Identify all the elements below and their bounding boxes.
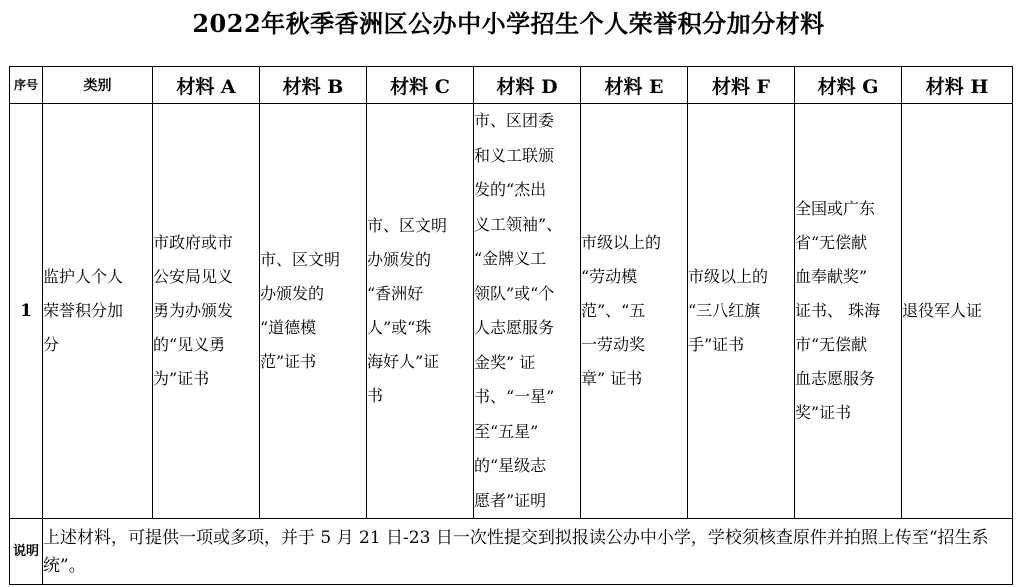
- header-category: 类别: [43, 67, 153, 104]
- cell-material-g: 全国或广东 省“无偿献 血奉献奖” 证书、 珠海 市“无偿献 血志愿服务 奖”证书: [795, 104, 902, 519]
- row-category: 监护人个人 荣誉积分加 分: [43, 104, 153, 519]
- materials-table: [9, 66, 1013, 585]
- header-material-c: 材料 C: [367, 67, 474, 104]
- note-row: [10, 519, 1013, 585]
- header-index: 序号: [10, 67, 43, 104]
- cell-material-d: 市、区团委 和义工联颁 发的“杰出 义工领袖”、 “金牌义工 领队”或“个 人志愿服务 金奖” 证 书、“一星” 至“五星” 的“星级志 愿者”证明: [474, 104, 581, 519]
- cell-material-f: 市级以上的 “三八红旗 手”证书: [688, 104, 795, 519]
- header-material-e: 材料 E: [581, 67, 688, 104]
- cell-material-c: 市、区文明 办颁发的 “香洲好 人”或“珠 海好人”证 书: [367, 104, 474, 519]
- row-index: 1: [10, 104, 43, 519]
- table-row: [10, 104, 1013, 519]
- cell-material-e: 市级以上的 “劳动模 范”、“五 一劳动奖 章” 证书: [581, 104, 688, 519]
- header-material-h: 材料 H: [902, 67, 1013, 104]
- note-label: 说明: [10, 519, 43, 585]
- header-material-g: 材料 G: [795, 67, 902, 104]
- header-material-d: 材料 D: [474, 67, 581, 104]
- table-header-row: [10, 67, 1013, 104]
- header-material-f: 材料 F: [688, 67, 795, 104]
- header-material-a: 材料 A: [153, 67, 260, 104]
- cell-material-h: 退役军人证: [902, 104, 1013, 519]
- cell-material-b: 市、区文明 办颁发的 “道德模 范”证书: [260, 104, 367, 519]
- page-title: 2022年秋季香洲区公办中小学招生个人荣誉积分加分材料: [192, 9, 825, 38]
- note-text: 上述材料，可提供一项或多项，并于 5 月 21 日-23 日一次性提交到拟报读公办中小学，学校须核查原件并拍照上传至“招生系统”。: [43, 519, 1013, 585]
- cell-material-a: 市政府或市 公安局见义 勇为办颁发 的“见义勇 为”证书: [153, 104, 260, 519]
- header-material-b: 材料 B: [260, 67, 367, 104]
